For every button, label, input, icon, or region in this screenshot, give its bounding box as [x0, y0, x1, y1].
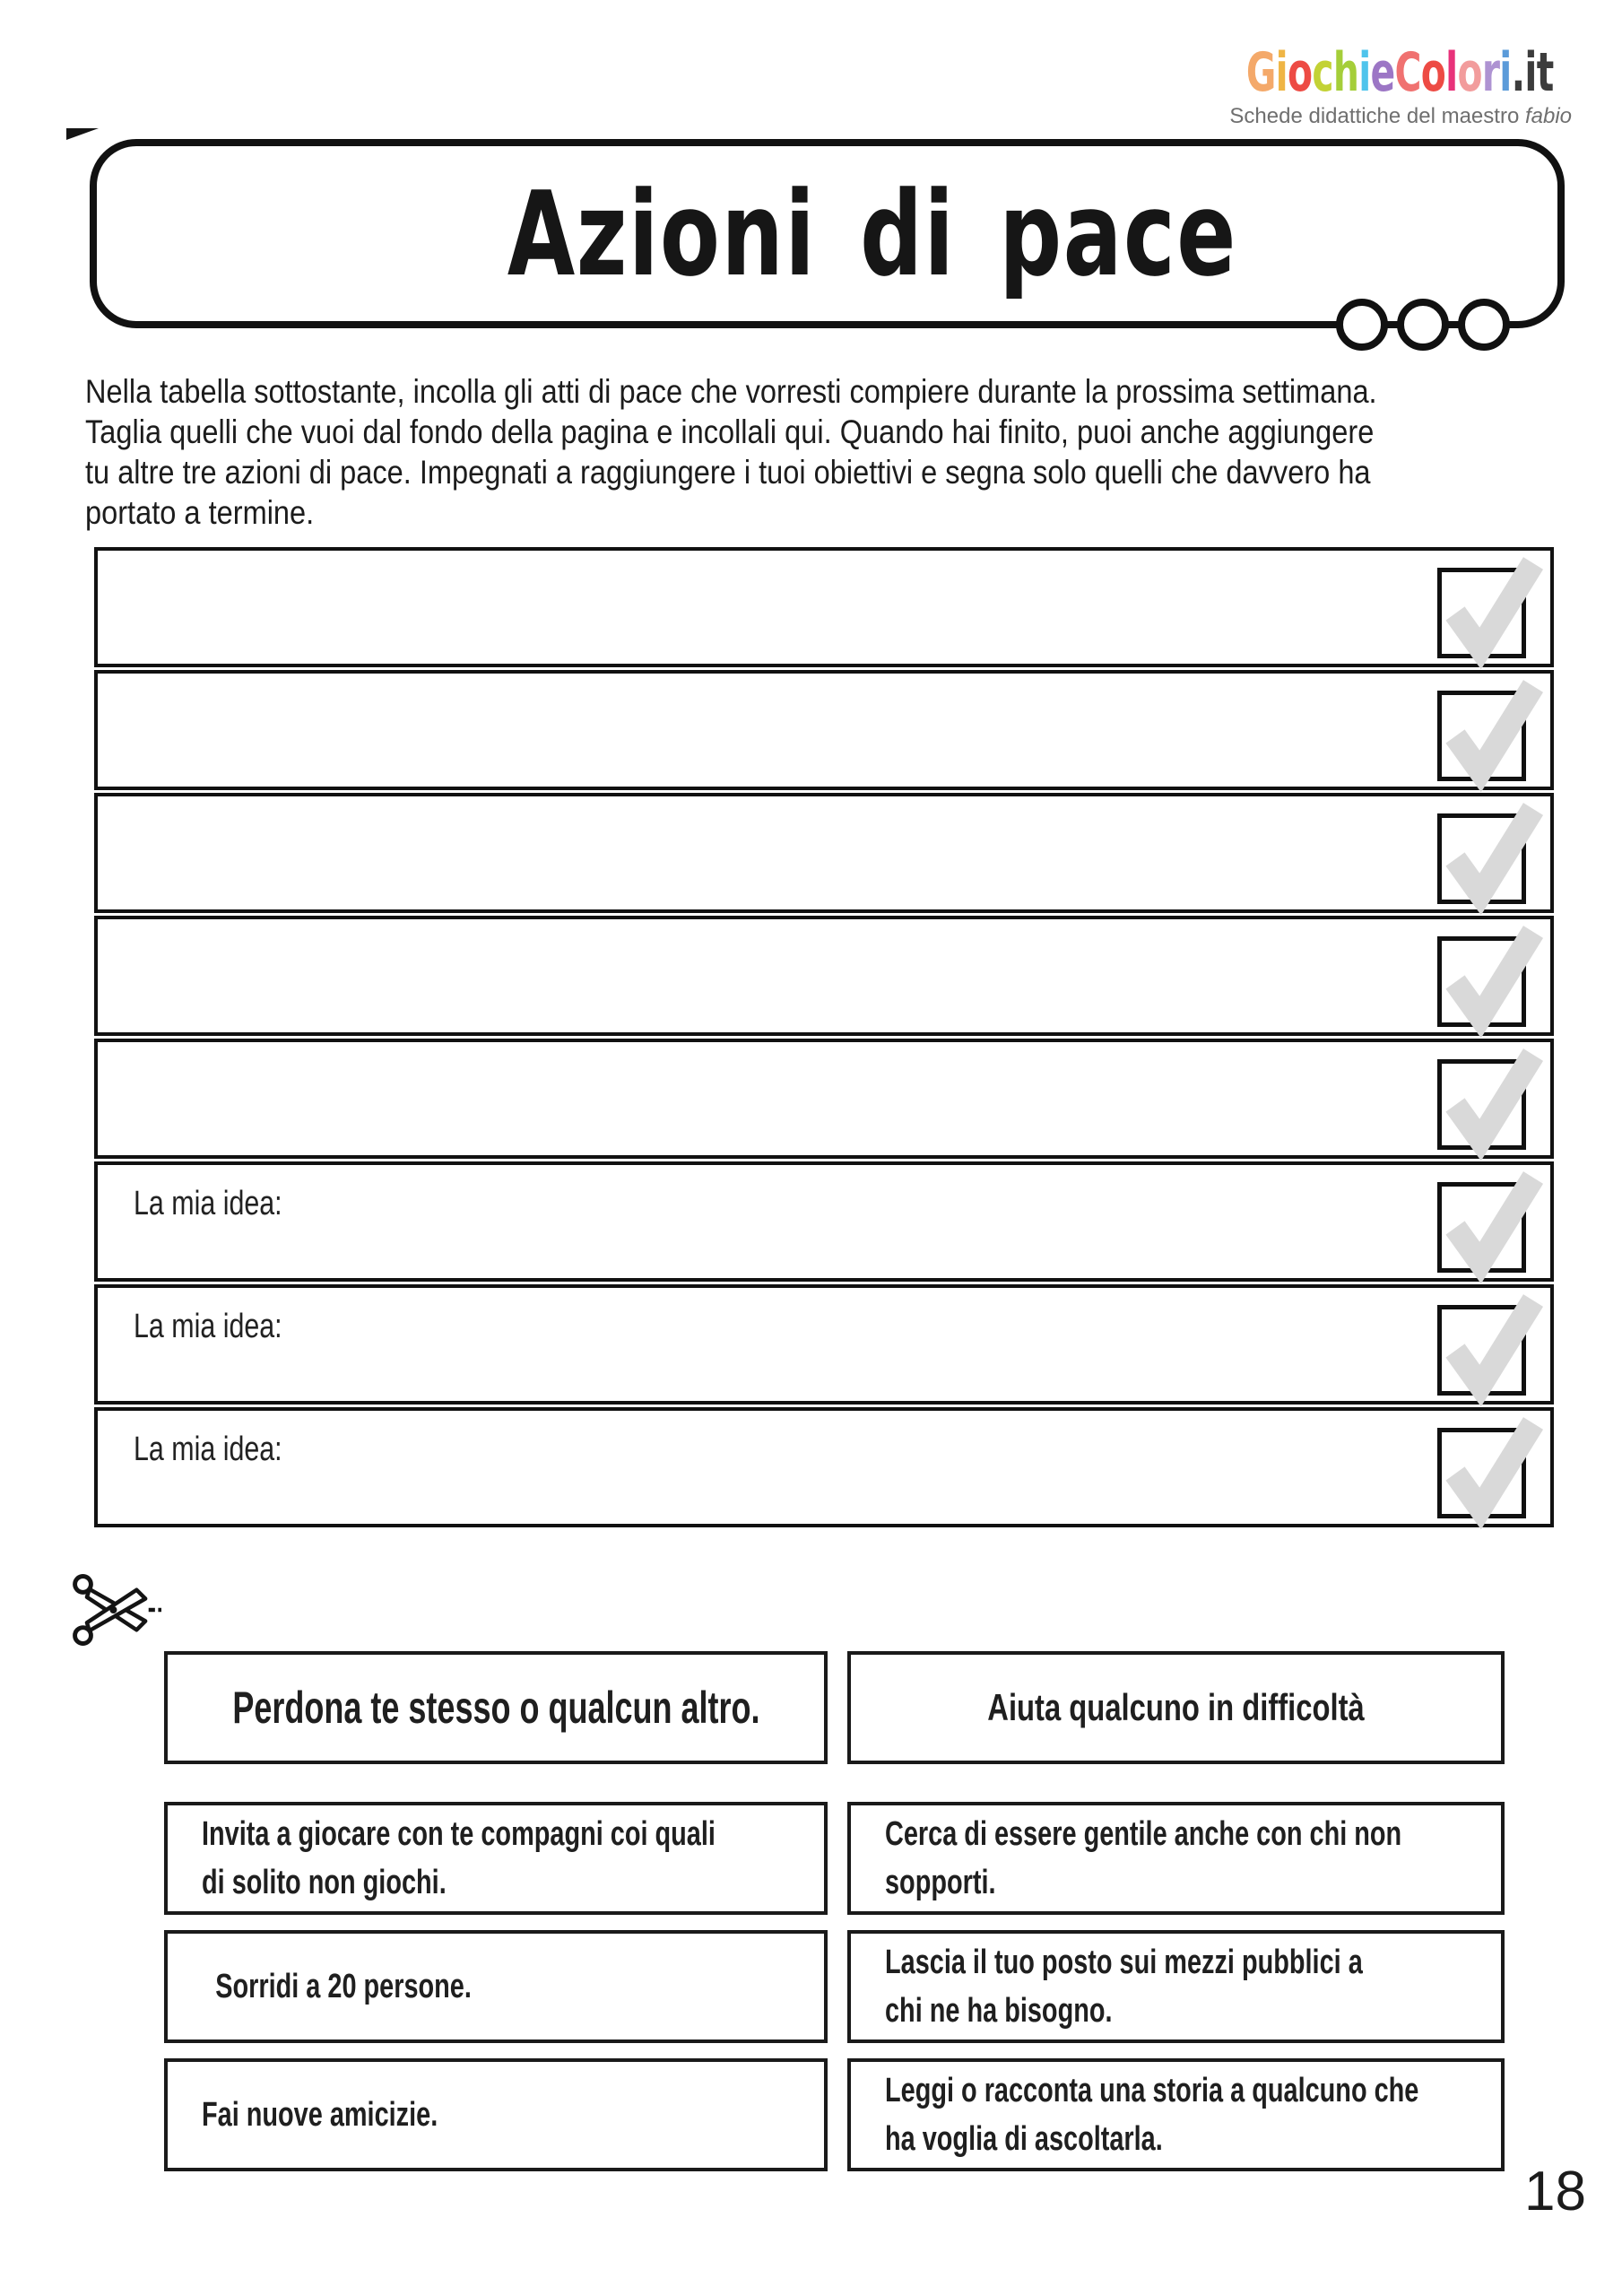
- logo-wordmark-letters: GiochieColori: [1245, 41, 1512, 104]
- checkbox[interactable]: [1437, 1428, 1526, 1518]
- cutout-card: [847, 2058, 1505, 2171]
- checkmark-icon: [1427, 1389, 1562, 1535]
- circle-icon: [1336, 299, 1388, 351]
- cutout-card: [847, 1651, 1505, 1764]
- card-text: Aiuta qualcuno in difficoltà: [987, 1686, 1365, 1728]
- logo-wordmark: [1245, 41, 1572, 104]
- instruction-line: Nella tabella sottostante, incolla gli atti di pace che vorresti compiere durante la prossima settimana.: [85, 373, 1377, 410]
- checkbox[interactable]: [1437, 1182, 1526, 1273]
- table-row-idea: [94, 1161, 1554, 1282]
- cutout-card: [164, 1930, 828, 2043]
- table-row-idea: [94, 1407, 1554, 1527]
- table-row: [94, 547, 1554, 667]
- page-title: Azioni di pace: [507, 165, 1238, 302]
- cutout-card: [847, 1802, 1505, 1915]
- card-text: sopporti.: [885, 1864, 996, 1901]
- card-text: Perdona te stesso o qualcun altro.: [231, 1683, 760, 1733]
- table-row: [94, 793, 1554, 913]
- logo-suffix: .it: [1511, 41, 1554, 104]
- instruction-line: Taglia quelli che vuoi dal fondo della pagina e incollali qui. Quando hai finito, puoi anche aggiungere: [85, 413, 1375, 450]
- table-row-idea: [94, 1284, 1554, 1405]
- corner-triangle-mark: [66, 128, 99, 140]
- cutout-card: [164, 2058, 828, 2171]
- card-text: chi ne ha bisogno.: [885, 1992, 1113, 2030]
- instructions-paragraph: [85, 371, 1556, 533]
- idea-label: La mia idea:: [134, 1431, 282, 1468]
- card-text: Sorridi a 20 persone.: [215, 1968, 472, 2005]
- card-text: Invita a giocare con te compagni coi quali: [202, 1815, 716, 1853]
- scissors-icon: [72, 1571, 161, 1653]
- table-row: [94, 670, 1554, 790]
- instruction-line: tu altre tre azioni di pace. Impegnati a raggiungere i tuoi obiettivi e segna solo quelli che davvero ha: [85, 454, 1371, 491]
- logo-tagline: [1093, 104, 1572, 129]
- card-text: Lascia il tuo posto sui mezzi pubblici a: [885, 1944, 1363, 1981]
- idea-label: La mia idea:: [134, 1308, 282, 1345]
- card-text: Fai nuove amicizie.: [202, 2096, 438, 2134]
- actions-table: [94, 547, 1554, 1530]
- checkbox[interactable]: [1437, 813, 1526, 904]
- card-text: Cerca di essere gentile anche con chi non: [885, 1815, 1402, 1853]
- logo-tagline-italic: fabio: [1524, 104, 1572, 128]
- checkbox[interactable]: [1437, 1059, 1526, 1150]
- cutout-card: [847, 1930, 1505, 2043]
- checkbox[interactable]: [1437, 691, 1526, 781]
- card-text: Leggi o racconta una storia a qualcuno che: [885, 2072, 1419, 2109]
- decorative-circles: [1336, 299, 1510, 351]
- logo-tagline-text: Schede didattiche del maestro: [1229, 104, 1525, 128]
- circle-icon: [1458, 299, 1510, 351]
- checkbox[interactable]: [1437, 1305, 1526, 1396]
- table-row: [94, 916, 1554, 1036]
- page-number: 18: [1524, 2161, 1586, 2222]
- cutout-column-right: [847, 1651, 1505, 2171]
- card-text: ha voglia di ascoltarla.: [885, 2120, 1163, 2158]
- idea-label: La mia idea:: [134, 1185, 282, 1222]
- cutout-column-left: [164, 1651, 828, 2171]
- cutout-card: [164, 1802, 828, 1915]
- table-row: [94, 1039, 1554, 1159]
- circle-icon: [1397, 299, 1449, 351]
- instruction-line: portato a termine.: [85, 494, 315, 531]
- cutout-card: [164, 1651, 828, 1764]
- site-logo: [1093, 41, 1572, 129]
- card-text: di solito non giochi.: [202, 1864, 447, 1901]
- checkbox[interactable]: [1437, 936, 1526, 1027]
- checkbox[interactable]: [1437, 568, 1526, 658]
